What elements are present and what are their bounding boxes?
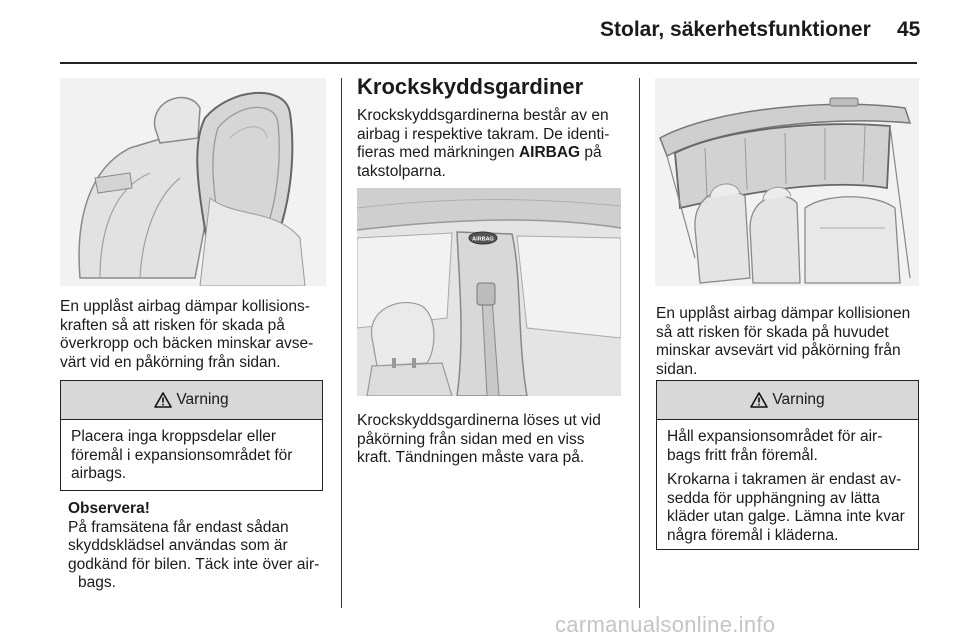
col2-caption-line: kraft. Tändningen måste vara på.: [357, 449, 585, 466]
note-line: skyddsklädsel användas som är: [68, 537, 288, 554]
warning-triangle-icon: [750, 392, 768, 408]
col2-intro-line: airbag i respektive takram. De identi-: [357, 125, 610, 143]
curtain-airbag-illustration: [655, 78, 919, 286]
col3-caption-line: sidan.: [656, 360, 698, 378]
col2-caption-line: påkörning från sidan med en viss: [357, 430, 585, 448]
warning-line: föremål i expansionsområdet för: [71, 446, 293, 464]
warning-triangle-icon: [154, 392, 172, 408]
warning-line: airbags.: [71, 465, 127, 482]
warning-title: Varning: [772, 391, 825, 408]
col2-intro-line: [357, 144, 629, 163]
col2-caption-line: Krockskyddsgardinerna löses ut vid: [357, 412, 601, 429]
warning-box-curtain: [656, 380, 919, 550]
intro-text: fieras med märkningen: [357, 144, 519, 161]
col2-intro-line: Krockskyddsgardinerna består av en: [357, 107, 609, 124]
pillar-airbag-label-illustration: [357, 188, 621, 396]
col1-caption-line: En upplåst airbag dämpar kollisions-: [60, 298, 310, 315]
warning-line: bags fritt från föremål.: [667, 446, 818, 464]
column-divider-2: [639, 78, 640, 608]
page-header-title: Stolar, säkerhetsfunktioner: [600, 18, 871, 41]
note-line: På framsätena får endast sådan: [68, 518, 289, 536]
col3-caption-line: En upplåst airbag dämpar kollisionen: [656, 305, 911, 322]
airbag-bold-term: AIRBAG: [518, 144, 581, 161]
warning-header: [61, 381, 322, 420]
warning-line: sedda för upphängning av lätta: [667, 489, 880, 507]
col2-intro: [357, 107, 629, 181]
column-divider-1: [341, 78, 342, 608]
col1-caption-line: överkropp och bäcken minskar avse-: [60, 335, 314, 352]
seat-airbag-illustration: [60, 78, 326, 286]
header-rule: [60, 62, 917, 64]
section-heading: Krockskyddsgardiner: [357, 74, 584, 99]
col2-intro-line: takstolparna.: [357, 162, 446, 180]
warning-box-airbags: [60, 380, 323, 491]
col2-caption: [357, 412, 629, 468]
warning-header: [657, 381, 918, 420]
col1-caption: [60, 298, 330, 372]
col3-caption-line: minskar avsevärt vid påkörning från: [656, 342, 901, 359]
warning-title: Varning: [176, 391, 229, 408]
col3-caption: [656, 305, 924, 379]
col1-caption-line: värt vid en påkörning från sidan.: [60, 353, 281, 371]
page-number: 45: [897, 18, 921, 41]
warning-body: [61, 420, 322, 490]
watermark: carmanualsonline.info: [555, 612, 776, 637]
note-block: [68, 500, 334, 593]
warning-paragraph: [667, 428, 908, 465]
warning-line: några föremål i kläderna.: [667, 526, 839, 544]
warning-paragraph: [667, 471, 908, 545]
intro-text: på: [580, 144, 602, 161]
warning-line: Krokarna i takramen är endast av-: [667, 471, 902, 488]
warning-line: Placera inga kroppsdelar eller: [71, 428, 277, 445]
warning-body: [657, 420, 918, 557]
note-line: bags.: [78, 574, 116, 591]
airbag-badge-text: AIRBAG: [472, 236, 494, 243]
col3-caption-line: så att risken för skada på huvudet: [656, 323, 889, 341]
note-title: Observera!: [68, 500, 150, 517]
col1-caption-line: kraften så att risken för skada på: [60, 316, 285, 334]
warning-line: kläder utan galge. Lämna inte kvar: [667, 508, 905, 525]
warning-line: Håll expansionsområdet för air-: [667, 428, 883, 445]
note-line: godkänd för bilen. Täck inte över air-: [68, 555, 320, 573]
